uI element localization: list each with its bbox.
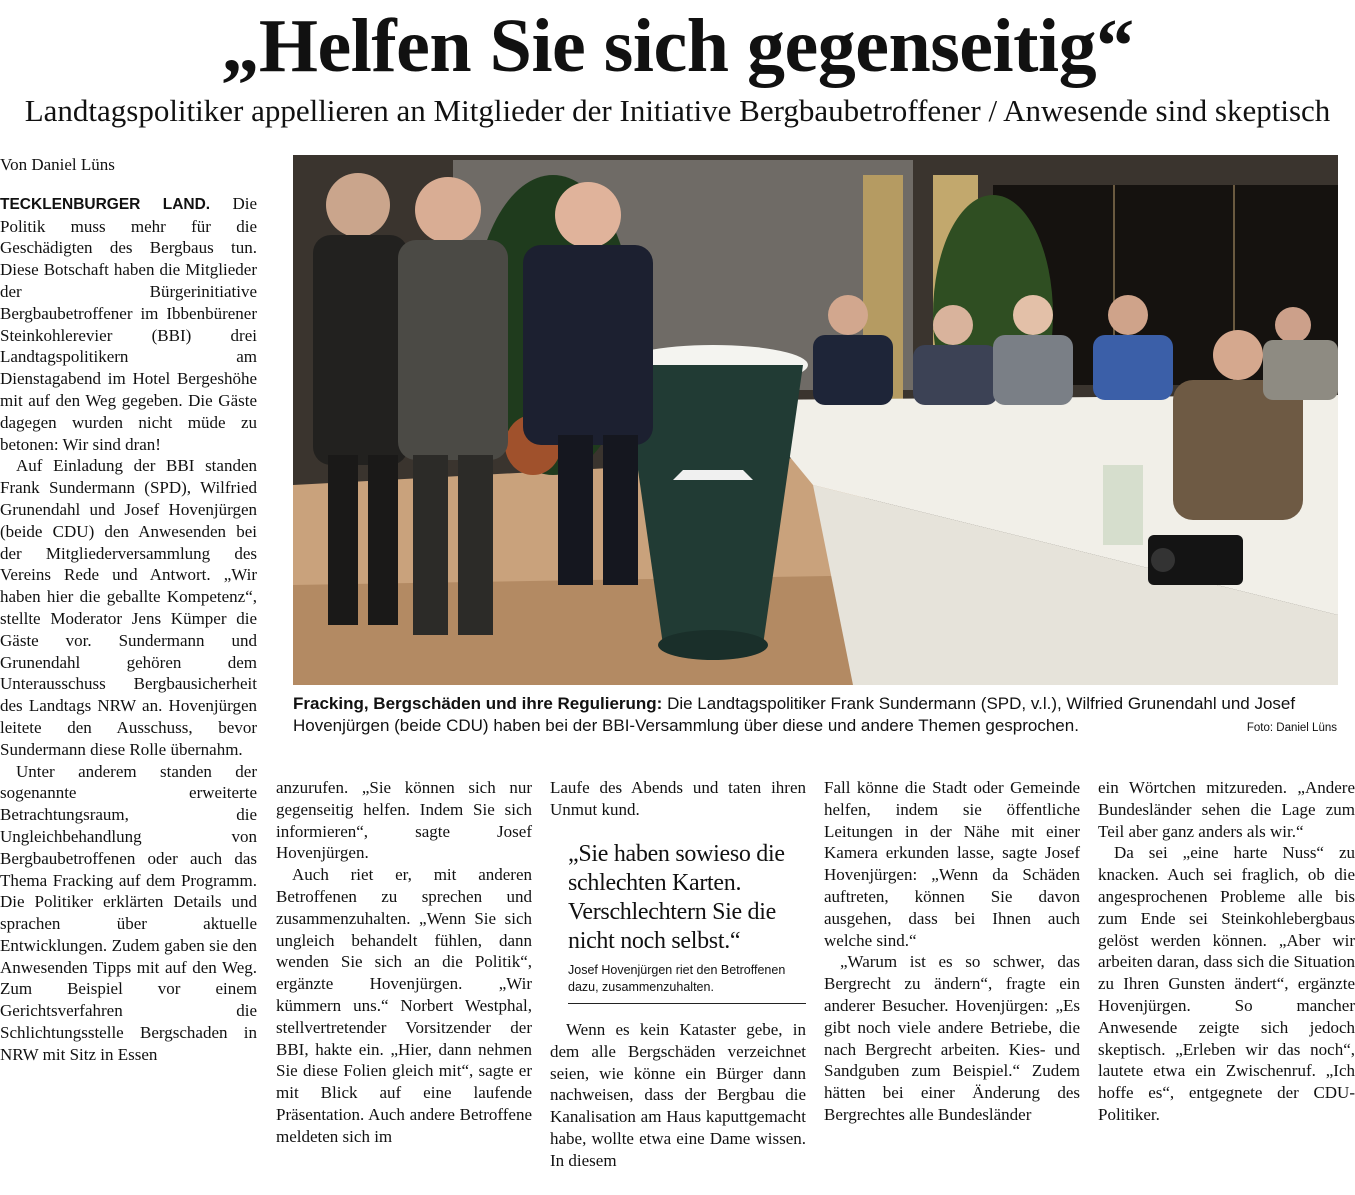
pull-quote <box>568 840 806 1004</box>
paragraph: „Warum ist es so schwer, das Bergrecht zu ändern“, fragte ein anderer Besucher. Hovenjürgen: „Es gibt noch viele andere Betriebe, die nach Bergrecht arbeiten. Kies- und Sandguben zum Beispiel.“ Zudem hätten bei einer Änderung des Bergrechtes alle Bundesländer <box>824 952 1080 1124</box>
photo-caption <box>293 693 1338 736</box>
dateline: TECKLENBURGER LAND. <box>0 195 211 213</box>
pull-quote-attribution: Josef Hovenjürgen riet den Betroffenen dazu, zusammenzuhalten. <box>568 962 806 1004</box>
paragraph: Laufe des Abends und taten ihren Unmut kund. <box>550 778 806 819</box>
headline: „Helfen Sie sich gegenseitig“ <box>221 4 1134 88</box>
photo-credit: Foto: Daniel Lüns <box>1246 722 1337 734</box>
paragraph: Auf Einladung der BBI standen Frank Sundermann (SPD), Wilfried Grunendahl und Josef Hovenjürgen (beide CDU) den Anwesenden bei der Mitgliederversammlung des Vereins Rede und Antwort. „Wir haben hier die geballte Kompetenz“, stellte Moderator Jens Kümper die Gäste vor. Sundermann und Grunendahl gehören dem Unterausschuss Bergbausicherheit des Landtags NRW an. Hovenjürgen leitete den Ausschuss, bevor Sundermann diese Rolle übernahm. <box>0 456 257 759</box>
pull-quote-text: „Sie haben sowieso die schlechten Karten. Verschlechtern Sie die nicht noch selbst.“ <box>568 841 785 954</box>
lead-paragraph: TECKLENBURGER LAND. Die Politik muss mehr für die Geschädigten des Bergbaus tun. Diese Botschaft haben die Mitglieder der Bürgerinitiative Bergbaubetroffener im Ibbenbürener Steinkohlerevier (BBI) drei Landtagspolitikern am Dienstagabend im Hotel Bergeshöhe mit auf den Weg gegeben. Die Gäste dagegen wurden nicht müde zu betonen: Wir sind dran! <box>0 193 258 454</box>
article-column-4 <box>824 777 1080 1126</box>
subheadline: Landtagspolitiker appellieren an Mitglieder der Initiative Bergbaubetroffener / Anwesende sind skeptisch <box>24 93 1331 128</box>
paragraph: Unter anderem standen der sogenannte erweiterte Betrachtungsraum, die Ungleichbehandlung von Bergbaubetroffenen oder auch das Thema Fracking auf dem Programm. Die Politiker erklärten Details und sprachen über aktuelle Entwicklungen. Zudem gaben sie den Anwesenden Tipps mit auf den Weg. Zum Beispiel vor einem Gerichtsverfahren die Schlichtungsstelle Bergschaden in NRW mit Sitz in Essen <box>0 761 257 1064</box>
caption-text: Die Landtagspolitiker Frank Sundermann (SPD, v.l.), Wilfried Grunendahl und Josef Hovenjürgen (beide CDU) haben bei der BBI-Versammlung über diese und andere Themen gesprochen. <box>293 694 1296 735</box>
article-photo <box>293 155 1338 685</box>
article-column-1 <box>0 154 257 1066</box>
paragraph: Auch riet er, mit anderen Betroffenen zu sprechen und zusammenzuhalten. „Wenn Sie sich ungleich behandelt fühlen, dann wenden Sie sich an die Politik“, ergänzte Hovenjürgen. „Wir kümmern uns.“ Norbert Westphal, stellvertretender Vorsitzender der BBI, hakte ein. „Hier, dann nehmen Sie diese Folien gleich mit“, sagte er mit Blick auf eine laufende Präsentation. Auch andere Betroffene meldeten sich im <box>276 865 532 1146</box>
article-column-5 <box>1098 777 1355 1126</box>
paragraph: ein Wörtchen mitzureden. „Andere Bundesländer sehen die Lage zum Teil aber ganz anders als wir.“ <box>1098 778 1355 841</box>
article-column-2 <box>276 777 532 1148</box>
photo-illustration <box>293 155 1338 685</box>
paragraph: Wenn es kein Kataster gebe, in dem alle Bergschäden verzeichnet seien, wie könne ein Bürger dann nachweisen, dass der Bergbau die Kanalisation am Haus kaputtgemacht habe, wollte etwa eine Dame wissen. In diesem <box>550 1020 806 1170</box>
byline: Von Daniel Lüns <box>0 155 115 174</box>
caption-lead: Fracking, Bergschäden und ihre Regulierung: <box>293 694 663 713</box>
article-column-3-top <box>550 777 806 821</box>
paragraph: anzurufen. „Sie können sich nur gegenseitig helfen. Indem Sie sich informieren“, sagte Josef Hovenjürgen. <box>276 778 532 863</box>
paragraph: Fall könne die Stadt oder Gemeinde helfen, indem sie öffentliche Leitungen in der Nähe mit einer Kamera erkunden lasse, sagte Josef Hovenjürgen: „Wenn da Schäden auftreten, können Sie davon ausgehen, dass bei Ihnen auch welche sind.“ <box>824 778 1080 950</box>
paragraph: Da sei „eine harte Nuss“ zu knacken. Auch sei fraglich, ob die angesprochenen Probleme alle bis zum Ende sei Steinkohlebergbaus gelöst werden können. „Aber wir arbeiten daran, dass sich die Situation zu Ihren Gunsten ändert“, ergänzte Hovenjürgen. So mancher Anwesende zeigte sich jedoch skeptisch. „Erleben wir das noch“, lautete etwa ein Zwischenruf. „Ich hoffe es“, entgegnete der CDU-Politiker. <box>1098 843 1355 1124</box>
article-column-3-bottom <box>550 1019 806 1172</box>
